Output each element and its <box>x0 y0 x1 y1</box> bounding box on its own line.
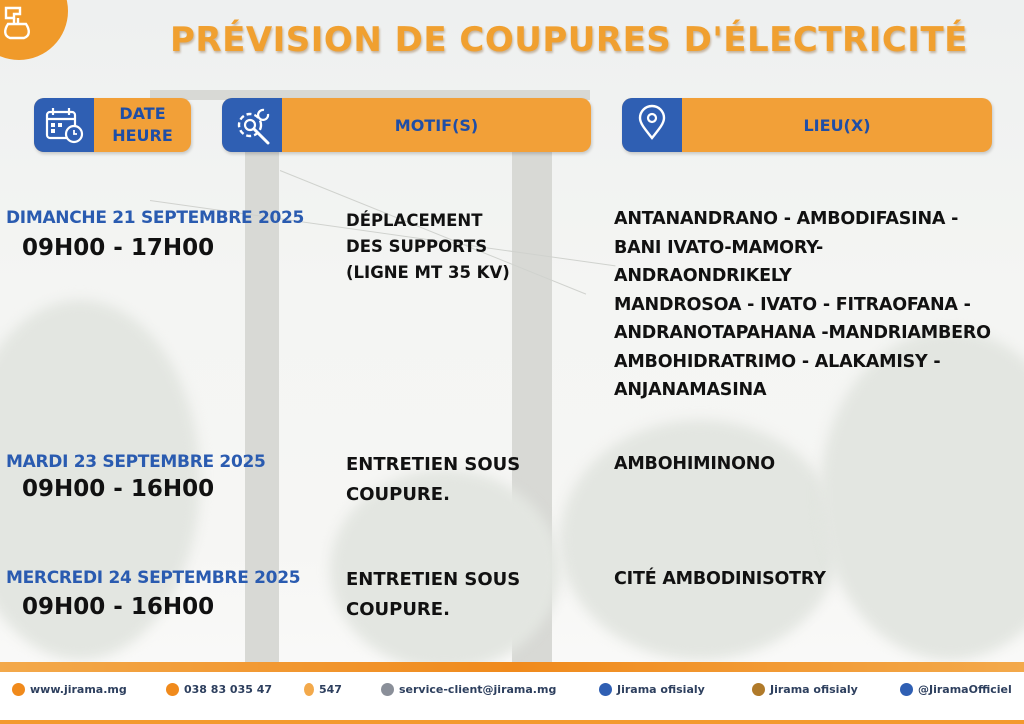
schedule-time: 09H00 - 16H00 <box>22 594 215 620</box>
phone-icon <box>166 683 179 696</box>
schedule-lieux: AMBOHIMINONO <box>614 454 775 474</box>
schedule-date: MARDI 23 SEPTEMBRE 2025 <box>6 452 266 472</box>
email-support-icon <box>381 683 394 696</box>
schedule-date: MERCREDI 24 SEPTEMBRE 2025 <box>6 568 301 588</box>
footer-facebook[interactable]: Jirama ofisialy <box>599 683 705 696</box>
gear-wrench-icon <box>222 98 282 152</box>
footer-contact-bar <box>0 662 1024 724</box>
header-date-heure <box>34 98 191 152</box>
calendar-clock-icon <box>34 98 94 152</box>
schedule-time: 09H00 - 16H00 <box>22 476 215 502</box>
jirama-water-electricity-icon <box>2 4 42 48</box>
schedule-lieux: ANTANANDRANO - AMBODIFASINA - BANI IVATO-MAMORY- ANDRAONDRIKELY MANDROSOA - IVATO - FITRAOFANA - ANDRANOTAPAHANA -MANDRIAMBERO AMBOHIDRATRIMO - ALAKAMISY - ANJANAMASINA <box>614 209 991 400</box>
schedule-time: 09H00 - 17H00 <box>22 235 215 261</box>
schedule-motif: DÉPLACEMENT DES SUPPORTS (LIGNE MT 35 KV) <box>346 211 510 282</box>
footer-social[interactable]: Jirama ofisialy <box>752 683 858 696</box>
footer-phone[interactable]: 038 83 035 47 <box>166 683 272 696</box>
social-icon <box>752 683 765 696</box>
schedule-lieux: CITÉ AMBODINISOTRY <box>614 569 826 589</box>
hand-phone-icon <box>304 683 314 696</box>
header-lieux <box>622 98 992 152</box>
map-pin-icon <box>622 98 682 152</box>
schedule-date: DIMANCHE 21 SEPTEMBRE 2025 <box>6 208 305 228</box>
footer-short-number[interactable]: 547 <box>304 683 342 696</box>
page-title: PRÉVISION DE COUPURES D'ÉLECTRICITÉ <box>170 20 968 60</box>
twitter-icon <box>900 683 913 696</box>
footer-website[interactable]: www.jirama.mg <box>12 683 127 696</box>
schedule-motif: ENTRETIEN SOUS COUPURE. <box>346 454 521 505</box>
header-lieu-label: LIEU(X) <box>803 115 871 135</box>
schedule-motif: ENTRETIEN SOUS COUPURE. <box>346 569 521 620</box>
header-heure-label: HEURE <box>112 126 173 145</box>
header-motif-label: MOTIF(S) <box>394 115 479 135</box>
globe-icon <box>12 683 25 696</box>
footer-email[interactable]: service-client@jirama.mg <box>381 683 556 696</box>
header-date-label: DATE <box>119 104 166 123</box>
facebook-icon <box>599 683 612 696</box>
footer-twitter[interactable]: @JiramaOfficiel <box>900 683 1012 696</box>
header-motifs <box>222 98 591 152</box>
